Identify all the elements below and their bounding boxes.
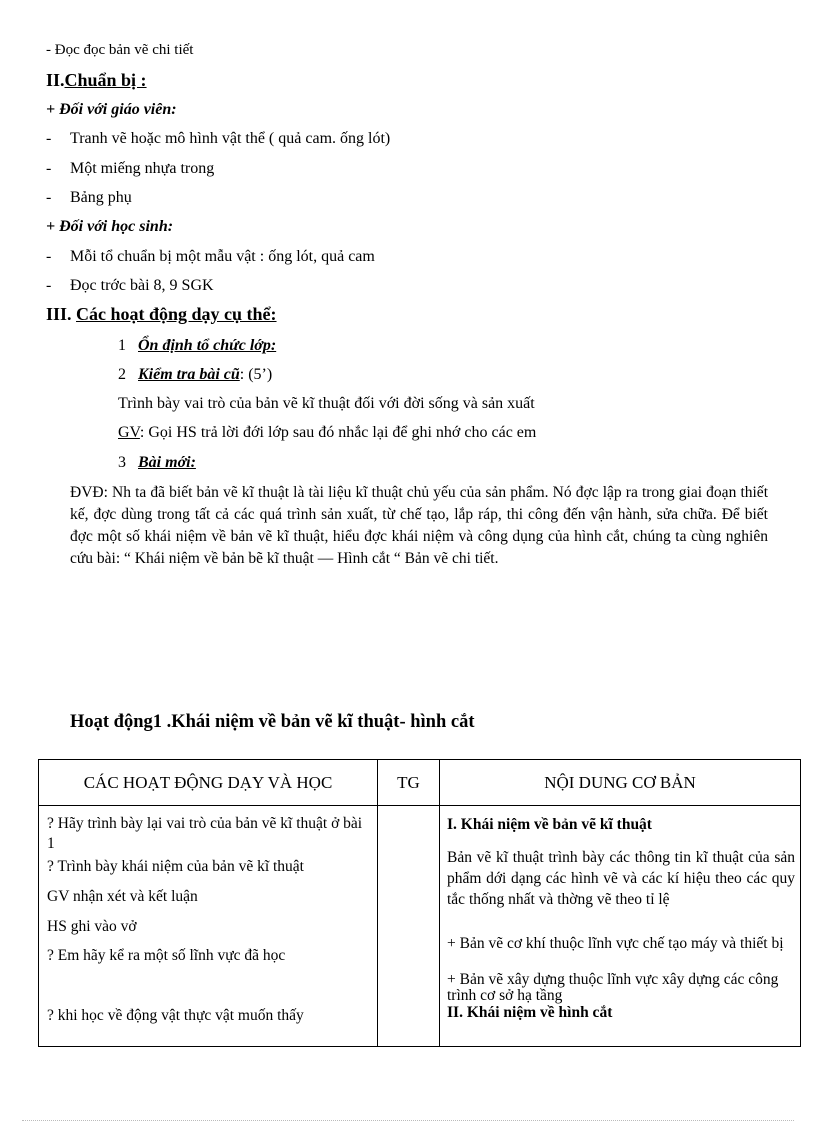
section-2-title: Chuẩn bị :	[64, 70, 147, 90]
activity-item: GV nhận xét và kết luận	[47, 888, 198, 905]
activity-item: ? Trình bày khái niệm của bản vẽ kĩ thuật	[47, 858, 304, 875]
step-2-number: 2	[118, 366, 126, 383]
step-2-gv-line	[118, 424, 536, 442]
activity-item: HS ghi vào vở	[47, 918, 137, 935]
step-1-label: Ổn định tổ chức lớp:	[138, 337, 277, 354]
dvd-paragraph: ĐVĐ: Nh ta đã biết bản vẽ kĩ thuật là tài liệu kĩ thuật chủ yếu của sản phẩm. Nó đợc lập ra trong giai đoạn thiết kế, đợc dùng trong tất cả các quá trình sản xuất, từ chế tạo, lắp ráp, thi công đến vận hành, sửa chữa. Để biết đợc một số khái niệm về bản vẽ kĩ thuật, hiểu đợc khái niệm và công dụng của hình cắt, chúng ta cùng nghiên cứu bài: “ Khái niệm về bản bẽ kĩ thuật — Hình cắt “ Bản vẽ chi tiết.	[70, 484, 768, 567]
bullet-dash: -	[46, 248, 52, 265]
lesson-table	[38, 759, 801, 1047]
page-footer-divider	[22, 1120, 794, 1121]
content-heading-1: I. Khái niệm về bản vẽ kĩ thuật	[447, 816, 652, 833]
section-3-number: III.	[46, 304, 72, 324]
step-1-number: 1	[118, 337, 126, 354]
bullet-dash: -	[46, 189, 52, 206]
activity-item: ? Em hãy kể ra một số lĩnh vực đã học	[47, 947, 286, 964]
step-1	[118, 337, 276, 355]
teacher-item: Một miếng nhựa trong	[70, 160, 215, 177]
step-3-label: Bài mới:	[138, 454, 196, 471]
step-2-question: Trình bày vai trò của bản vẽ kĩ thuật đối với đời sống và sản xuất	[118, 395, 535, 412]
section-3-title: Các hoạt động dạy cụ thể:	[76, 304, 277, 324]
content-cell	[440, 806, 801, 1047]
activity-item: ? khi học về động vật thực vật muốn thấy	[47, 1007, 304, 1024]
teacher-item: Tranh vẽ hoặc mô hình vật thể ( quả cam. ống lót)	[70, 130, 391, 147]
table-header-row	[39, 760, 801, 806]
bullet-dash: -	[46, 277, 52, 294]
table-row	[39, 806, 801, 1047]
step-3	[118, 454, 196, 472]
activity-item: ? Hãy trình bày lại vai trò của bản vẽ kĩ thuật ở bài 1	[47, 815, 363, 852]
step-2-suffix: : (5’)	[239, 366, 273, 383]
time-cell	[378, 806, 440, 1047]
header-time: TG	[378, 760, 440, 806]
gv-text: : Gọi HS trả lời đới lớp sau đó nhắc lại để ghi nhớ cho các em	[139, 424, 537, 441]
section-3-heading	[46, 304, 277, 325]
teacher-heading: + Đối với giáo viên:	[46, 101, 177, 118]
content-heading-2: II. Khái niệm về hình cắt	[447, 1004, 613, 1021]
header-content: NỘI DUNG CƠ BẢN	[440, 760, 801, 806]
bullet-dash: -	[46, 130, 52, 147]
content-item-1: + Bản vẽ cơ khí thuộc lĩnh vực chế tạo máy và thiết bị	[447, 935, 784, 952]
gv-label: GV	[118, 424, 140, 441]
intro-line: - Đọc đọc bản vẽ chi tiết	[46, 42, 194, 58]
step-2-label: Kiểm tra bài cũ	[138, 366, 240, 383]
student-heading: + Đối với học sinh:	[46, 218, 174, 235]
section-2-number: II.	[46, 70, 65, 90]
student-item: Mỗi tổ chuẩn bị một mẫu vật : ống lót, quả cam	[70, 248, 375, 265]
bullet-dash: -	[46, 160, 52, 177]
step-2	[118, 366, 272, 384]
header-activities: CÁC HOẠT ĐỘNG DẠY VÀ HỌC	[39, 760, 378, 806]
section-2-heading	[46, 70, 147, 91]
content-item-2: + Bản vẽ xây dựng thuộc lĩnh vực xây dựng các công trình cơ sở hạ tầng	[447, 971, 779, 1004]
activities-cell	[39, 806, 378, 1047]
content-paragraph: Bản vẽ kĩ thuật trình bày các thông tin kĩ thuật của sản phẩm dới dạng các hình vẽ và các kí hiệu theo các quy tắc thống nhất và thờng vẽ theo tỉ lệ	[447, 849, 795, 908]
activity-title: Hoạt động1 .Khái niệm về bản vẽ kĩ thuật- hình cắt	[70, 712, 475, 732]
step-3-number: 3	[118, 454, 126, 471]
student-item: Đọc trớc bài 8, 9 SGK	[70, 277, 214, 294]
teacher-item: Bảng phụ	[70, 189, 132, 206]
